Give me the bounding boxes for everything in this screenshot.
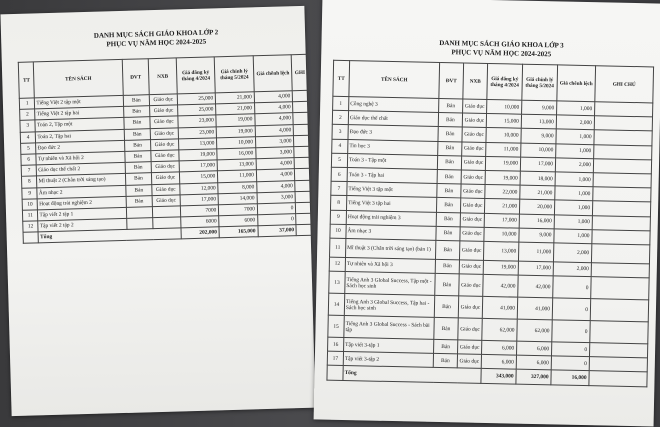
total-registered: 343,000: [481, 369, 516, 384]
note-cell: [295, 169, 311, 181]
book-title: Tự nhiên và Xã hội 2: [36, 151, 125, 165]
publisher: Giáo dục: [458, 318, 482, 340]
note-cell: [293, 101, 309, 113]
total-registered: 202,000: [181, 227, 220, 239]
note-cell: [591, 263, 649, 278]
price-difference: 4,000: [257, 180, 296, 192]
column-header: Giá chênh lệch: [253, 55, 293, 92]
book-title: Mĩ thuật 3 (Chân trời sáng tạo) (bản 1): [346, 238, 436, 259]
note-cell: [293, 90, 309, 102]
note-cell: [591, 244, 649, 264]
left-title-line2: PHỤC VỤ NĂM HỌC 2024-2025: [106, 37, 207, 49]
unit: Bản: [434, 317, 458, 339]
column-header: GHI: [292, 54, 309, 90]
unit: Bản: [437, 155, 461, 170]
adjusted-price: 11,000: [218, 170, 257, 182]
adjusted-price: 6000: [219, 215, 258, 227]
book-title: Tiếng Anh 3 Global Success, Tập hai - Sách học sinh: [344, 294, 434, 318]
price-difference: 0: [552, 298, 590, 321]
left-sheet-grade-2: [0, 6, 315, 416]
row-number: 5: [331, 153, 347, 168]
row-number: 12: [23, 221, 39, 233]
total-difference: 16,000: [551, 370, 589, 385]
price-difference: 3,000: [257, 191, 296, 203]
price-difference: 1,000: [554, 229, 592, 244]
adjusted-price: 9,000: [522, 100, 557, 115]
row-number: 2: [20, 109, 36, 121]
column-header: Giá đăng ký tháng 4/2024: [487, 63, 523, 100]
publisher: Giáo dục: [462, 142, 486, 157]
adjusted-price: 9,000: [521, 129, 556, 144]
registered-price: 23,000: [178, 115, 217, 127]
registered-price: 17,000: [180, 193, 219, 205]
note-cell: [593, 173, 651, 188]
unit: Bản: [126, 195, 153, 207]
row-number: 6: [21, 154, 37, 166]
row-number: 11: [22, 210, 38, 222]
book-title: Toán 2, Tập một: [35, 118, 124, 132]
registered-price: 12,000: [179, 182, 218, 194]
unit: Bản: [439, 98, 463, 113]
row-number: 15: [328, 315, 344, 337]
adjusted-price: 21,000: [216, 92, 255, 104]
row-number: 4: [332, 139, 348, 154]
unit: [126, 218, 153, 230]
publisher: Giáo dục: [463, 99, 487, 114]
row-number: 14: [328, 293, 344, 315]
book-title: Toán 3 - Tập hai: [347, 167, 437, 183]
registered-price: 15,000: [179, 171, 218, 183]
book-title: Hoạt động trải nghiệm 2: [38, 196, 127, 210]
row-number: 7: [21, 165, 37, 177]
unit: Bản: [436, 226, 460, 241]
registered-price: 13,000: [483, 241, 518, 261]
adjusted-price: 9,000: [519, 228, 554, 243]
registered-price: 22,000: [485, 185, 520, 200]
note-cell: [296, 213, 312, 225]
total-label: Tổng: [38, 228, 181, 243]
adjusted-price: 6,000: [516, 355, 551, 370]
unit: Bản: [433, 354, 457, 369]
publisher: Giáo dục: [461, 184, 485, 199]
book-title: Âm nhạc 3: [346, 224, 436, 240]
book-title: Toán 2, Tập hai: [36, 129, 125, 143]
registered-price: 19,000: [483, 260, 518, 275]
publisher: Giáo dục: [460, 198, 484, 213]
total-adjusted: 327,000: [516, 370, 551, 385]
column-header: NXB: [463, 63, 488, 99]
price-difference: 1,000: [556, 129, 594, 144]
note-cell: [591, 277, 649, 300]
book-title: Âm nhạc 2: [37, 185, 126, 199]
row-number: 9: [22, 187, 38, 199]
note-cell: [294, 135, 310, 147]
price-difference: 3,000: [256, 147, 295, 159]
book-title: Đạo đức 2: [36, 140, 125, 154]
note-cell: [293, 113, 309, 125]
unit: Bản: [436, 198, 460, 213]
book-title: Tiếng Anh 3 Global Success, Tập một - Sách học sinh: [345, 272, 435, 296]
note-cell: [592, 215, 650, 230]
publisher: Giáo dục: [458, 296, 482, 318]
publisher: Giáo dục: [151, 150, 179, 162]
unit: [126, 207, 153, 219]
note-cell: [593, 158, 651, 173]
publisher: Giáo dục: [460, 212, 484, 227]
row-number: 10: [22, 199, 38, 211]
column-header: TT: [333, 60, 350, 96]
publisher: Giáo dục: [462, 113, 486, 128]
price-difference: 4,000: [255, 124, 294, 136]
publisher: Giáo dục: [152, 195, 180, 207]
adjusted-price: 19,000: [216, 114, 255, 126]
price-difference: 2,000: [553, 262, 591, 277]
column-header: ĐVT: [439, 62, 464, 98]
price-difference: 1,000: [555, 186, 593, 201]
row-number: 12: [329, 257, 345, 272]
registered-price: 6,000: [481, 355, 516, 370]
column-header: ĐVT: [122, 59, 149, 96]
adjusted-price: 7000: [219, 204, 258, 216]
unit: Bản: [437, 184, 461, 199]
adjusted-price: 20,000: [519, 199, 554, 214]
book-title: Công nghệ 3: [349, 97, 439, 113]
unit: Bản: [125, 162, 152, 174]
registered-price: 17,000: [484, 213, 519, 228]
note-cell: [296, 224, 312, 236]
price-difference: 4,000: [254, 102, 293, 114]
right-title-line1: DANH MỤC SÁCH GIÁO KHOA LỚP 3: [439, 38, 564, 50]
unit: Bản: [437, 169, 461, 184]
total-label: Tổng: [343, 366, 481, 383]
note-cell: [295, 180, 311, 192]
note-cell: [592, 201, 650, 216]
empty-cell: [23, 232, 39, 244]
note-cell: [590, 321, 648, 344]
note-cell: [295, 157, 311, 169]
row-number: 8: [21, 176, 37, 188]
row-number: 5: [21, 143, 37, 155]
row-number: 3: [332, 125, 348, 140]
adjusted-price: 10,000: [521, 143, 556, 158]
registered-price: 42,000: [483, 274, 518, 297]
row-number: 16: [328, 337, 344, 352]
note-cell: [294, 146, 310, 158]
book-title: Tập viết 2 tập 2: [38, 218, 127, 232]
adjusted-price: 21,000: [216, 103, 255, 115]
publisher: Giáo dục: [462, 127, 486, 142]
note-cell: [594, 144, 652, 159]
note-cell: [296, 202, 312, 214]
registered-price: 7000: [180, 205, 219, 217]
right-book-table: [326, 60, 654, 387]
note-cell: [594, 130, 652, 145]
book-title: Tiếng Việt 3 tập một: [347, 182, 437, 198]
left-title-line1: DANH MỤC SÁCH GIÁO KHOA LỚP 2: [93, 28, 219, 40]
unit: Bản: [123, 106, 150, 118]
unit: Bản: [123, 95, 150, 107]
total-adjusted: 165,000: [219, 226, 258, 238]
adjusted-price: 19,000: [216, 125, 255, 137]
row-number: 4: [20, 131, 36, 143]
book-title: Tiếng Việt 2 tập hai: [35, 107, 124, 121]
price-difference: 1,000: [557, 101, 595, 116]
row-number: 6: [331, 167, 347, 182]
price-difference: 1,000: [556, 143, 594, 158]
price-difference: 2,000: [553, 243, 591, 263]
unit: Bản: [125, 173, 152, 185]
row-number: 8: [331, 196, 347, 211]
adjusted-price: 16,000: [519, 214, 554, 229]
row-number: 1: [333, 96, 349, 111]
publisher: Giáo dục: [460, 227, 484, 242]
registered-price: 13,000: [178, 138, 217, 150]
price-difference: 2,000: [555, 158, 593, 173]
price-difference: 4,000: [256, 169, 295, 181]
registered-price: 10,000: [486, 128, 521, 143]
note-cell: [590, 299, 648, 322]
column-header: Giá chênh lệch: [557, 65, 596, 102]
adjusted-price: 41,000: [517, 297, 552, 320]
publisher: Giáo dục: [459, 274, 483, 296]
note-cell: [593, 187, 651, 202]
unit: Bản: [436, 212, 460, 227]
publisher: Giáo dục: [461, 156, 485, 171]
price-difference: 2,000: [556, 115, 594, 130]
unit: Bản: [124, 151, 151, 163]
registered-price: 15,000: [486, 114, 521, 129]
empty-cell: [327, 366, 343, 381]
row-number: 1: [19, 98, 35, 110]
registered-price: 10,000: [487, 99, 522, 114]
registered-price: 23,000: [178, 126, 217, 138]
publisher: [153, 217, 181, 229]
registered-price: 25,000: [177, 93, 216, 105]
unit: Bản: [435, 273, 459, 295]
price-difference: 0: [552, 320, 590, 343]
adjusted-price: 11,000: [518, 242, 553, 262]
adjusted-price: 62,000: [517, 319, 552, 342]
book-title: Giáo dục thể chất 2: [37, 163, 126, 177]
book-title: Tập viết 3-tập 2: [343, 352, 433, 368]
column-header: Giá chính lý tháng 5/2024: [522, 64, 558, 101]
note-cell: [589, 343, 647, 358]
unit: Bản: [434, 295, 458, 317]
unit: Bản: [124, 117, 151, 129]
right-title-block: [351, 37, 651, 61]
row-number: 10: [330, 224, 346, 239]
right-sheet-grade-3: [314, 0, 660, 427]
registered-price: 6,000: [482, 340, 517, 355]
note-cell: [595, 102, 653, 117]
registered-price: 62,000: [482, 318, 517, 341]
unit: Bản: [435, 240, 459, 259]
book-title: Tiếng Việt 2 tập một: [35, 95, 124, 109]
price-difference: 0: [258, 214, 297, 226]
row-number: 7: [331, 181, 347, 196]
note-cell: [589, 371, 647, 386]
adjusted-price: 17,000: [518, 261, 553, 276]
unit: Bản: [125, 184, 152, 196]
registered-price: 19,000: [485, 170, 520, 185]
unit: Bản: [124, 139, 151, 151]
unit: Bản: [124, 128, 151, 140]
price-difference: 0: [551, 356, 589, 371]
registered-price: 11,000: [486, 142, 521, 157]
left-title-block: [21, 26, 291, 52]
publisher: Giáo dục: [150, 127, 178, 139]
left-book-table: [18, 54, 313, 244]
book-title: Hoạt động trải nghiệm 3: [346, 210, 436, 226]
price-difference: 0: [551, 342, 589, 357]
book-title: Giáo dục thể chất: [348, 111, 438, 127]
note-cell: [594, 116, 652, 131]
book-title: Tiếng Anh 3 Global Success - Sách bài tập: [344, 316, 434, 340]
publisher: Giáo dục: [151, 161, 179, 173]
column-header: TÊN SÁCH: [349, 61, 440, 99]
unit: Bản: [435, 259, 459, 274]
note-cell: [294, 124, 310, 136]
note-cell: [295, 191, 311, 203]
price-difference: 4,000: [256, 158, 295, 170]
note-cell: [589, 357, 647, 372]
publisher: Giáo dục: [150, 116, 178, 128]
adjusted-price: 10,000: [217, 137, 256, 149]
adjusted-price: 18,000: [520, 171, 555, 186]
unit: Bản: [438, 113, 462, 128]
column-header: Giá đăng ký tháng 4/2024: [176, 57, 216, 94]
column-header: Giá chính lý tháng 5/2024: [215, 56, 255, 93]
book-title: Tự nhiên và Xã hội 3: [345, 257, 435, 273]
right-title-line2: PHỤC VỤ NĂM HỌC 2024-2025: [451, 48, 552, 59]
registered-price: 21,000: [484, 199, 519, 214]
adjusted-price: 6,000: [516, 341, 551, 356]
column-header: NXB: [148, 58, 177, 95]
note-cell: [592, 229, 650, 244]
price-difference: 1,000: [555, 172, 593, 187]
publisher: Giáo dục: [459, 241, 483, 260]
unit: Bản: [438, 127, 462, 142]
row-number: 13: [329, 271, 345, 293]
adjusted-price: 14,000: [218, 192, 257, 204]
column-header: TÊN SÁCH: [34, 59, 123, 97]
registered-price: 19,000: [179, 149, 218, 161]
column-header: GHI CHÚ: [595, 66, 654, 103]
book-title: Đạo đức 3: [348, 125, 438, 141]
adjusted-price: 17,000: [520, 157, 555, 172]
publisher: Giáo dục: [149, 94, 177, 106]
book-title: Toán 3 - Tập một: [347, 153, 437, 169]
price-difference: 0: [257, 203, 296, 215]
book-title: Mĩ thuật 2 (Chân trời sáng tạo): [37, 174, 126, 188]
price-difference: 4,000: [255, 113, 294, 125]
total-difference: 37,000: [258, 225, 297, 237]
unit: Bản: [438, 141, 462, 156]
unit: Bản: [434, 339, 458, 354]
book-title: Tiếng Việt 3 tập hai: [346, 196, 436, 212]
registered-price: 19,000: [485, 156, 520, 171]
publisher: Giáo dục: [152, 172, 180, 184]
publisher: Giáo dục: [459, 260, 483, 275]
price-difference: 3,000: [255, 135, 294, 147]
book-title: Tập viết 2 tập 1: [38, 207, 127, 221]
adjusted-price: 13,000: [217, 159, 256, 171]
registered-price: 6000: [180, 216, 219, 228]
publisher: [153, 206, 181, 218]
adjusted-price: 42,000: [518, 275, 553, 298]
publisher: Giáo dục: [152, 183, 180, 195]
registered-price: 25,000: [177, 104, 216, 116]
row-number: 17: [327, 351, 343, 366]
publisher: Giáo dục: [151, 139, 179, 151]
publisher: Giáo dục: [457, 354, 481, 369]
registered-price: 10,000: [484, 227, 519, 242]
row-number: 9: [330, 210, 346, 225]
price-difference: 0: [553, 276, 591, 299]
price-difference: 4,000: [254, 91, 293, 103]
price-difference: 1,000: [554, 200, 592, 215]
registered-price: 17,000: [179, 160, 218, 172]
adjusted-price: 8,000: [218, 181, 257, 193]
book-title: Tập viết 3-tập 1: [344, 338, 434, 354]
publisher: Giáo dục: [458, 340, 482, 355]
adjusted-price: 13,000: [521, 114, 556, 129]
publisher: Giáo dục: [150, 105, 178, 117]
row-number: 2: [332, 110, 348, 125]
adjusted-price: 16,000: [217, 148, 256, 160]
price-difference: 1,000: [554, 214, 592, 229]
registered-price: 41,000: [482, 296, 517, 319]
book-title: Tin học 3: [348, 139, 438, 155]
adjusted-price: 21,000: [520, 185, 555, 200]
column-header: TT: [18, 62, 34, 98]
row-number: 11: [330, 238, 346, 257]
publisher: Giáo dục: [461, 170, 485, 185]
row-number: 3: [20, 120, 36, 132]
